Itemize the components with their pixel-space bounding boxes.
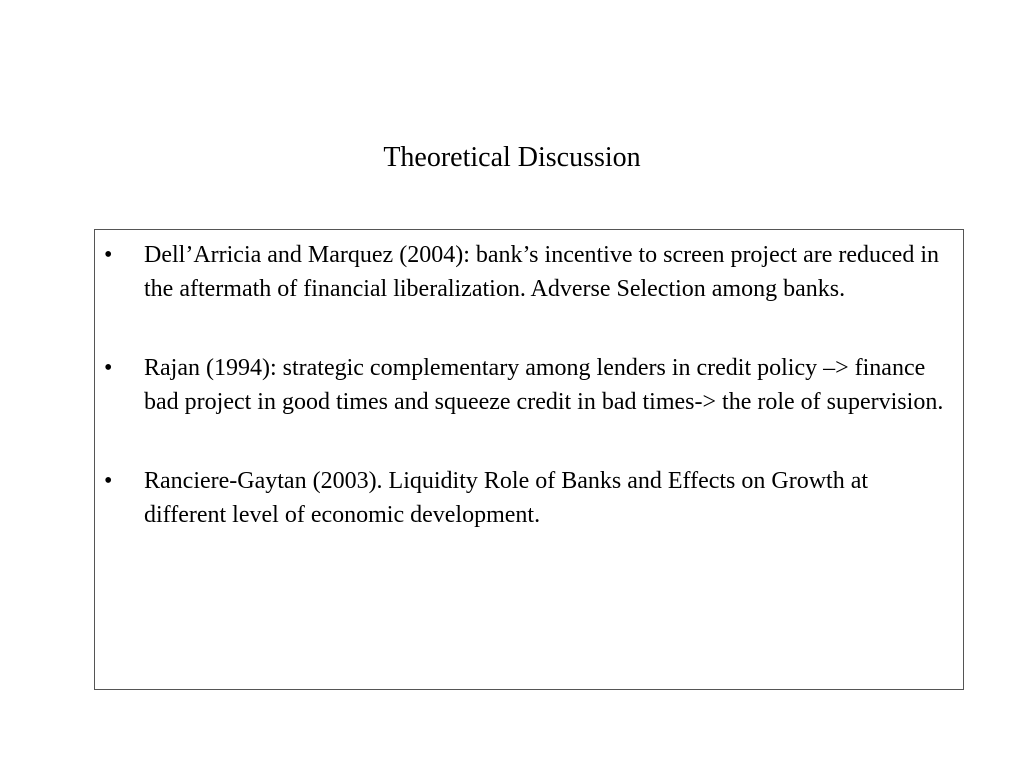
bullet-item-dellarricia <box>95 238 963 306</box>
bullet-text: Dell’Arricia and Marquez (2004): bank’s incentive to screen project are reduced in the aftermath of financial liberalization. Adverse Selection among banks. <box>144 242 939 302</box>
content-box <box>94 229 964 690</box>
bullet-text: Rajan (1994): strategic complementary among lenders in credit policy –> finance bad project in good times and squeeze credit in bad times-> the role of supervision. <box>144 355 944 415</box>
bullet-marker: • <box>104 468 113 494</box>
bullet-marker: • <box>104 242 113 268</box>
bullet-item-rajan <box>95 351 963 419</box>
bullet-list <box>95 238 963 577</box>
bullet-marker: • <box>104 355 113 381</box>
bullet-text: Ranciere-Gaytan (2003). Liquidity Role of Banks and Effects on Growth at different level of economic development. <box>144 468 869 528</box>
bullet-item-ranciere-gaytan <box>95 464 963 532</box>
slide-title: Theoretical Discussion <box>383 142 641 173</box>
